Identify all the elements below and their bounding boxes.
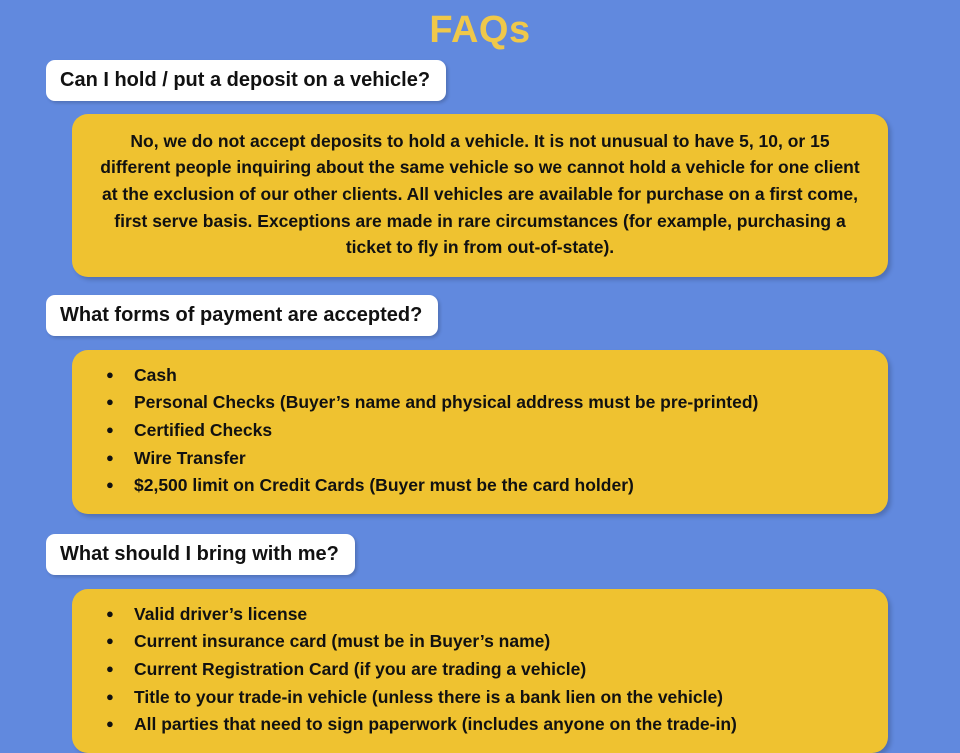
list-item: ● Cash — [92, 362, 868, 389]
list-item: ● Personal Checks (Buyer’s name and physical address must be pre-printed) — [92, 389, 868, 416]
payment-methods-list — [92, 362, 868, 499]
faq-item-2 — [0, 281, 960, 514]
faq-answer-2 — [72, 350, 888, 514]
faq-question-2: What forms of payment are accepted? — [46, 295, 438, 336]
list-item: ● Current Registration Card (if you are trading a vehicle) — [92, 656, 868, 683]
list-item: ● $2,500 limit on Credit Cards (Buyer must be the card holder) — [92, 472, 868, 499]
faq-item-3 — [0, 518, 960, 753]
faq-answer-1: No, we do not accept deposits to hold a vehicle. It is not unusual to have 5, 10, or 15 different people inquiring about the same vehicle so we cannot hold a vehicle for one client at the exclusion of our other clients. All vehicles are available for purchase on a first come, first serve basis. Exceptions are made in rare circumstances (for example, purchasing a ticket to fly in from out-of-state). — [72, 114, 888, 277]
list-item: ● Certified Checks — [92, 417, 868, 444]
list-item: ● Current insurance card (must be in Buyer’s name) — [92, 628, 868, 655]
faq-item-1 — [0, 60, 960, 277]
bring-with-you-list — [92, 601, 868, 738]
faq-slide — [0, 9, 960, 735]
list-item: ● All parties that need to sign paperwork (includes anyone on the trade-in) — [92, 711, 868, 738]
list-item: ● Valid driver’s license — [92, 601, 868, 628]
list-item: ● Title to your trade-in vehicle (unless there is a bank lien on the vehicle) — [92, 684, 868, 711]
faq-question-1: Can I hold / put a deposit on a vehicle? — [46, 60, 446, 101]
faq-question-3: What should I bring with me? — [46, 534, 355, 575]
page-title: FAQs — [429, 9, 531, 51]
faq-answer-3 — [72, 589, 888, 753]
list-item: ● Wire Transfer — [92, 445, 868, 472]
